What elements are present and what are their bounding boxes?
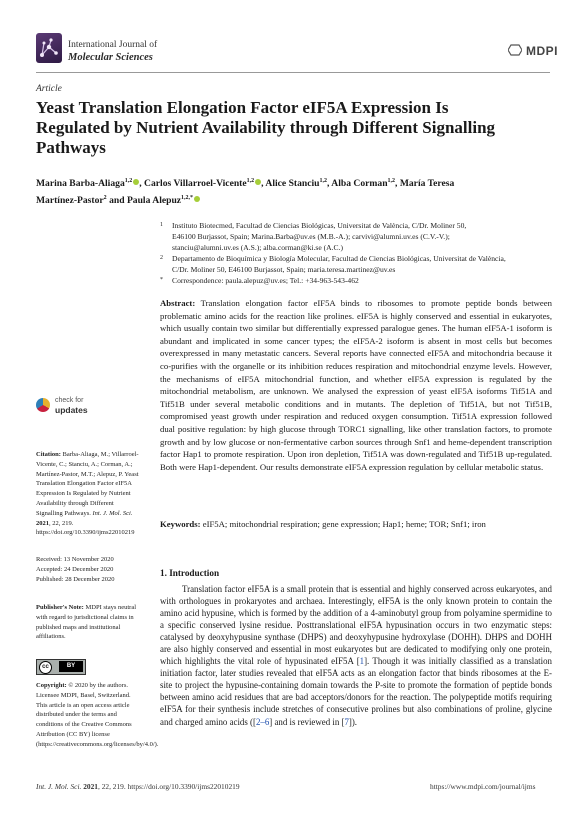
publisher-name: MDPI — [526, 44, 558, 58]
footer-rest: , 22, 219. https://doi.org/10.3390/ijms22010219 — [98, 782, 240, 791]
keywords-text: eIF5A; mitochondrial respiration; gene expression; Hap1; heme; TOR; Snf1; iron — [202, 519, 486, 529]
author-affiliation-sup: 1,2 — [387, 178, 396, 184]
copyright-text: © 2020 by the authors. Licensee MDPI, Basel, Switzerland. This article is an open access article distributed under the terms and conditions of the Creative Commons Attribution (CC BY) license (https://creativecommons.org/licenses/by/4.0/). — [36, 682, 159, 748]
affiliation-line: C/Dr. Moliner 50, E46100 Burjassot, Spain; maria.teresa.martinez@uv.es — [172, 265, 396, 274]
paragraph — [160, 583, 552, 728]
check-for-updates-button[interactable] — [36, 396, 114, 418]
author-name: Marina Barba-Aliaga — [36, 178, 125, 190]
author-affiliation-sup: 1,2,* — [181, 195, 194, 202]
publishers-note — [36, 603, 140, 642]
article-title: Yeast Translation Elongation Factor eIF5A Expression Is Regulated by Nutrient Availability through Different Signalling Pathways — [36, 98, 496, 157]
orcid-icon[interactable] — [255, 179, 261, 185]
citation-journal: Int. J. Mol. Sci. — [92, 509, 133, 517]
check-updates-line1: check for — [55, 397, 84, 404]
author-affiliation-sup: 1,2 — [246, 178, 255, 184]
intro-text: ]). — [348, 716, 358, 727]
footer-year: 2021 — [83, 782, 98, 791]
check-updates-line2: updates — [55, 405, 88, 415]
reference-link[interactable]: 1 — [359, 656, 365, 667]
affiliation-line: Instituto Biotecmed, Facultad de Ciencias Biológicas, Universitat de València, C/Dr. Moliner 50, — [172, 221, 467, 230]
orcid-icon[interactable] — [194, 196, 200, 202]
received-date: Received: 13 November 2020 — [36, 556, 114, 563]
author-name: Paula Alepuz — [126, 195, 182, 207]
accepted-date: Accepted: 24 December 2020 — [36, 565, 114, 573]
author-name: Carlos Villarroel-Vicente — [144, 178, 247, 190]
molecule-icon — [36, 33, 62, 63]
introduction-body — [160, 583, 552, 728]
citation-rest: , 22, 219. https://doi.org/10.3390/ijms22010219 — [36, 519, 135, 537]
correspondence-text: Correspondence: paula.alepuz@uv.es; Tel.: +34-963-543-462 — [172, 276, 359, 285]
correspondence — [160, 275, 560, 286]
citation-text: Barba-Aliaga, M.; Villarroel-Vicente, C.; Stanciu, A.; Corman, A.; Martínez-Pastor, M.T.; Alepuz, P. Yeast Translation Elongation Factor eIF5A Expression Is Regulated by Nutrient Availability through Different Signalling Pathways. — [36, 451, 139, 517]
publishers-note-label: Publisher's Note: — [36, 604, 84, 611]
by-icon: BY — [59, 661, 83, 672]
citation-label: Citation: — [36, 451, 61, 458]
author-name: María Teresa Martínez-Pastor — [36, 178, 455, 207]
published-date: Published: 28 December 2020 — [36, 575, 115, 583]
footer-journal-url[interactable]: https://www.mdpi.com/journal/ijms — [430, 782, 536, 791]
affiliation-2 — [160, 253, 560, 275]
affiliation-1 — [160, 220, 560, 253]
abstract — [160, 297, 552, 473]
intro-text: Translation factor eIF5A is a small protein that is essential and highly conserved across eukaryotes, and with orthologues in prokaryotes and archaea. Interestingly, eIF5A is the only known protein to contain the amino acid hypusine, which is formed by the addition of a 4-aminobutyl group from polyamine spermidine to a specific conserved lysine residue. Posttranslational eIF5A hypusination occurs in two enzymatic steps: catalysed by deoxyhypusine synthase (DHPS) and deoxyhypusine hydroxylase (DOHH). DHPS and DOHH are also highly conserved and essential in most eukaryotes but are dedicated to modifying only one protein, which highlights the vital role of hypusinated eIF5A [ — [160, 584, 552, 667]
correspondence-marker: * — [160, 277, 163, 283]
header-divider — [36, 72, 550, 73]
affiliation-number: 1 — [160, 222, 163, 228]
article-type: Article — [36, 84, 62, 94]
keywords — [160, 518, 552, 530]
author-name: Alice Stanciu — [265, 178, 320, 190]
citation-year: 2021 — [36, 519, 49, 527]
cc-by-license-badge[interactable] — [36, 659, 86, 675]
journal-name-line1: International Journal of — [68, 40, 158, 50]
intro-text: ] and is reviewed in [ — [269, 716, 345, 727]
author-affiliation-sup: 1,2 — [124, 178, 133, 184]
footer-journal: Int. J. Mol. Sci. — [36, 782, 82, 791]
author-list: Marina Barba-Aliaga$^{1,2}$ , Carlos Villarroel-Vicente$^{1,2}$ , Alice Stanciu$^{1,2}$, Alba Corman$^{1,2}$, María Teresa Martínez-Pastor$^2$ and Paula Alepuz$^{1,2,*}$ — [36, 178, 455, 207]
mdpi-hexagon-icon — [508, 44, 522, 56]
citation-block — [36, 450, 140, 538]
author-name: Alba Corman — [331, 178, 388, 190]
abstract-text: Translation elongation factor eIF5A binds to ribosomes to promote peptide bonds between problematic amino acids for the reaction like prolines. eIF5A is highly conserved and essential in eukaryotes, which usually contain two similar but differentially expressed paralogue genes. The human eIF5A-1 isoform is abundant and implicated in some cancer types; the eIF5A-2 isoform is absent in most cells but becomes overexpressed in many metastatic cancers. Several reports have connected eIF5A and mitochondria because it co-purifies with the organelle or its inhibition reduces respiration and mitochondrial enzyme levels. However, the mechanisms of eIF5A mitochondrial function, and whether eIF5A expression is regulated by the mitochondrial metabolism, are unknown. We analysed the expression of yeast eIF5A isoforms Tif51A and Tif51B under several metabolic conditions and in mutants. The depletion of Tif51A, but not Tif51B, compromised yeast growth under respiration and reduced oxygen consumption. Tif51A expression followed dual positive regulation: by high glucose through TORC1 signalling, like other translation factors, to promote growth and by low glucose or non-fermentative carbon sources through Snf1 and heme-dependent transcription factor Hap1 to promote respiration. Upon iron depletion, Tif51A was down-regulated and Tif51B up-regulated. Both were Hap1-dependent. Our results demonstrate eIF5A expression regulation by cellular metabolic status. — [160, 298, 552, 472]
intro-text: ]. Though it was initially classified as a translation initiation factor, later studies revealed that eIF5A acts as an elongation factor that binds ribosomes at the E-site to project the hypusine-containing domain towards the P-site to promote the formation of peptide bonds between amino acid residues that are bad acceptors/donors for the reaction. The polypeptide motifs requiring eIF5A for their synthesis include stretches of consecutive prolines but also combinations of proline, glycine and charged amino acids ([ — [160, 656, 552, 727]
affiliation-line: stanciu@alumni.uv.es (A.S.); alba.corman@ki.se (A.C.) — [172, 243, 344, 252]
publishers-note-text: MDPI stays neutral with regard to jurisdictional claims in published maps and institutional affiliations. — [36, 604, 137, 641]
cc-icon: cc — [39, 661, 52, 674]
copyright-block — [36, 681, 159, 750]
section-heading: 1. Introduction — [160, 568, 220, 578]
reference-link[interactable]: 7 — [344, 716, 349, 727]
check-updates-icon — [36, 398, 50, 412]
affiliation-line: E46100 Burjassot, Spain; Marina.Barba@uv.es (M.B.-A.); carvivi@alumni.uv.es (C.V.-V.); — [172, 232, 450, 241]
orcid-icon[interactable] — [133, 179, 139, 185]
abstract-label: Abstract: — [160, 298, 196, 308]
publisher-logo — [508, 42, 558, 60]
author-affiliation-sup: 2 — [103, 195, 107, 202]
copyright-label: Copyright: — [36, 682, 67, 689]
affiliation-number: 2 — [160, 255, 163, 261]
keywords-label: Keywords: — [160, 519, 201, 529]
affiliation-line: Departamento de Bioquímica y Biología Molecular, Facultad de Ciencias Biológicas, Universitat de València, — [172, 254, 506, 263]
journal-logo — [36, 33, 62, 63]
journal-name-line2: Molecular Sciences — [68, 52, 153, 63]
reference-link[interactable]: 2–6 — [255, 716, 270, 727]
author-affiliation-sup: 1,2 — [319, 178, 328, 184]
dates-block — [36, 555, 140, 584]
